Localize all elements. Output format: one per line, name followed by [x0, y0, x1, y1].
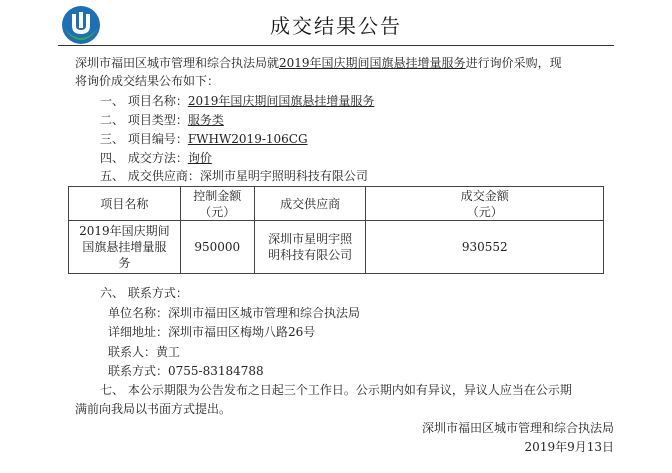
- contact-heading: 六、 联系方式：: [100, 286, 188, 300]
- intro-line-1: [75, 55, 562, 71]
- table-header-row: [69, 187, 604, 221]
- title-divider: [58, 45, 614, 46]
- table-row: [69, 221, 604, 274]
- contact-address: 详细地址：深圳市福田区梅坳八路26号: [108, 325, 316, 339]
- contact-person: 联系人：黄工: [108, 345, 181, 359]
- contact-unit: 单位名称：深圳市福田区城市管理和综合执法局: [108, 306, 361, 320]
- contact-phone: 联系方式：0755-83184788: [108, 364, 264, 378]
- result-table: [68, 186, 604, 274]
- item-label: 四、 成交方法：: [100, 151, 188, 165]
- item-value: FWHW2019-106CG: [187, 132, 308, 146]
- item-label: 三、 项目编号：: [100, 132, 188, 146]
- table-header-cell: 成交金额 （元）: [366, 187, 604, 221]
- notice-line-2: 满前向我局以书面方式提出。: [75, 402, 232, 416]
- item-value: 服务类: [187, 113, 224, 127]
- table-header-cell: 成交供应商: [254, 187, 366, 221]
- item-label: 一、 项目名称：: [100, 94, 188, 108]
- table-cell: 深圳市星明宇照 明科技有限公司: [254, 221, 366, 274]
- intro-prefix: 深圳市福田区城市管理和综合执法局就: [75, 56, 280, 70]
- item-value: 深圳市星明宇照明科技有限公司: [199, 169, 368, 183]
- intro-project: 2019年国庆期间国旗悬挂增量服务: [279, 56, 466, 70]
- item-method: [100, 150, 212, 166]
- item-value: 询价: [187, 151, 212, 165]
- item-value: 2019年国庆期间国旗悬挂增量服务: [187, 94, 375, 108]
- table-cell: 930552: [366, 221, 604, 274]
- table-header-cell: 控制金额 （元）: [180, 187, 254, 221]
- item-label: 二、 项目类型：: [100, 113, 188, 127]
- item-supplier: [100, 168, 368, 184]
- intro-suffix: 进行询价采购，现: [465, 56, 562, 70]
- table-cell: 2019年国庆期间 国旗悬挂增量服 务: [69, 221, 181, 274]
- table-cell: 950000: [180, 221, 254, 274]
- intro-line-2: 将询价成交结果公布如下：: [75, 74, 220, 88]
- signature-date: 2019年9月13日: [524, 440, 614, 454]
- table-header-cell: 项目名称: [69, 187, 181, 221]
- item-project-name: [100, 93, 374, 109]
- item-label: 五、 成交供应商：: [100, 169, 200, 183]
- signature-org: 深圳市福田区城市管理和综合执法局: [421, 421, 614, 435]
- page-title: 成交结果公告: [270, 14, 402, 38]
- item-project-code: [100, 131, 308, 147]
- notice-line-1: 七、 本公示期限为公告发布之日起三个工作日。公示期内如有异议，异议人应当在公示期: [100, 383, 572, 397]
- item-project-type: [100, 112, 224, 128]
